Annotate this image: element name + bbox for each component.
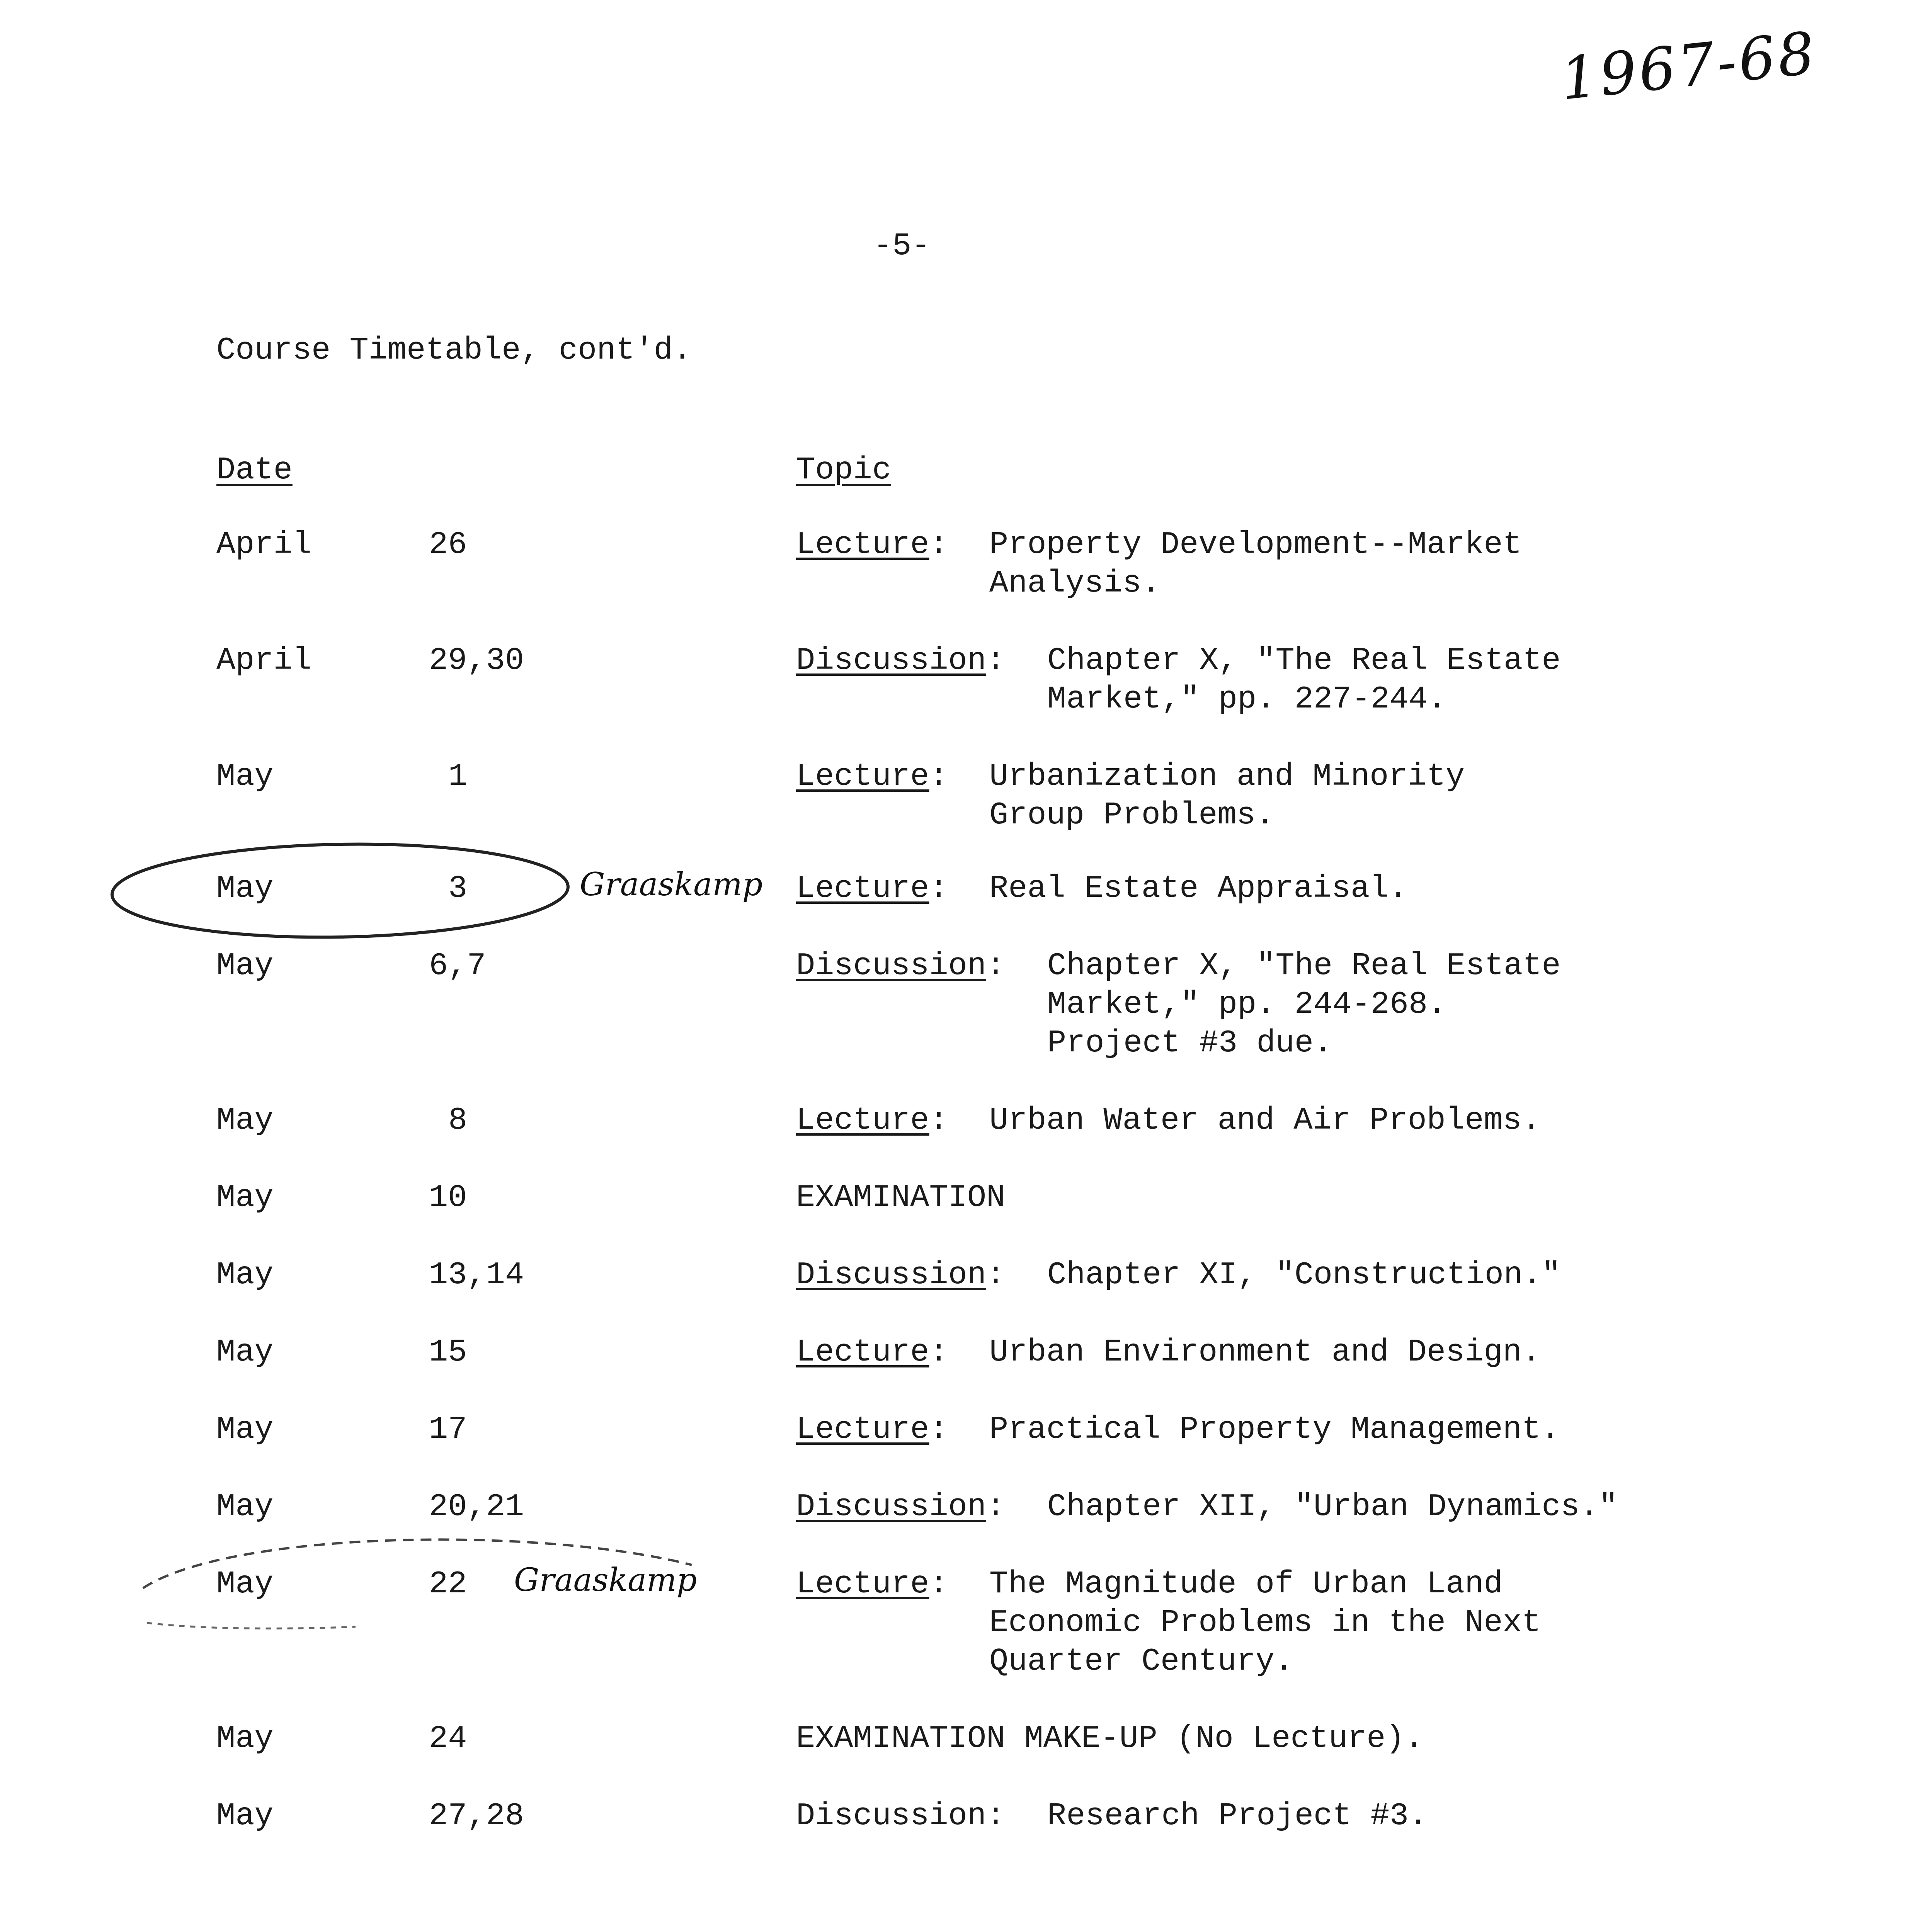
row-month: May bbox=[216, 1180, 274, 1216]
row-month: May bbox=[216, 1721, 274, 1757]
row-topic-type bbox=[796, 1410, 948, 1449]
section-heading: Course Timetable, cont'd. bbox=[216, 332, 692, 368]
topic-column-header: Topic bbox=[796, 452, 892, 488]
row-month: May bbox=[216, 1566, 274, 1602]
topic-type-label: Discussion bbox=[796, 948, 987, 984]
row-month: May bbox=[216, 759, 274, 794]
row-day: 24 bbox=[429, 1721, 467, 1757]
row-description-line: Project #3 due. bbox=[1047, 1025, 1333, 1061]
row-topic-type bbox=[796, 1488, 1005, 1526]
row-description-line: Practical Property Management. bbox=[989, 1412, 1560, 1447]
handwritten-instructor-note: Graaskamp bbox=[580, 866, 763, 903]
type-colon: : bbox=[929, 871, 948, 906]
type-colon: : bbox=[986, 1798, 1006, 1834]
row-day: 20,21 bbox=[429, 1489, 524, 1525]
date-column-header: Date bbox=[216, 452, 293, 488]
row-description-line: Analysis. bbox=[989, 565, 1160, 601]
topic-type-label: Lecture bbox=[796, 1102, 929, 1138]
page-number: -5- bbox=[873, 228, 931, 264]
handwritten-underline-may-22 bbox=[147, 1623, 356, 1628]
topic-type-label: Lecture bbox=[796, 527, 929, 563]
row-description-line: Research Project #3. bbox=[1047, 1798, 1428, 1834]
topic-type-label: Discussion bbox=[796, 1798, 987, 1834]
row-month: May bbox=[216, 871, 274, 906]
type-colon: : bbox=[929, 759, 948, 794]
row-description-line: Market," pp. 244-268. bbox=[1047, 986, 1447, 1022]
row-topic-type bbox=[796, 757, 948, 796]
topic-type-label: Lecture bbox=[796, 1334, 929, 1370]
row-month: May bbox=[216, 948, 274, 984]
row-month: May bbox=[216, 1102, 274, 1138]
handwritten-instructor-note: Graaskamp bbox=[514, 1562, 697, 1599]
row-topic-type bbox=[796, 869, 948, 908]
row-topic-type bbox=[796, 1797, 1005, 1835]
row-day: 1 bbox=[448, 759, 468, 794]
row-month: May bbox=[216, 1412, 274, 1447]
topic-type-label: Lecture bbox=[796, 759, 929, 794]
row-description-line: Chapter XII, "Urban Dynamics." bbox=[1047, 1489, 1618, 1525]
row-month: May bbox=[216, 1489, 274, 1525]
row-description-line: Economic Problems in the Next bbox=[989, 1605, 1541, 1641]
row-description-line: Market," pp. 227-244. bbox=[1047, 681, 1447, 717]
row-description-line: Chapter XI, "Construction." bbox=[1047, 1257, 1561, 1293]
row-day: 13,14 bbox=[429, 1257, 524, 1293]
type-colon: : bbox=[929, 1566, 948, 1602]
row-day: 15 bbox=[429, 1334, 467, 1370]
type-colon: : bbox=[986, 948, 1006, 984]
row-day: 27,28 bbox=[429, 1798, 524, 1834]
row-month: April bbox=[216, 643, 312, 679]
row-description-line: EXAMINATION MAKE-UP (No Lecture). bbox=[796, 1721, 1424, 1757]
type-colon: : bbox=[986, 1489, 1006, 1525]
row-topic-type bbox=[796, 1333, 948, 1372]
row-day: 10 bbox=[429, 1180, 467, 1216]
row-description-line: Real Estate Appraisal. bbox=[989, 871, 1408, 906]
row-topic-type bbox=[796, 947, 1005, 985]
type-colon: : bbox=[929, 1334, 948, 1370]
type-colon: : bbox=[986, 1257, 1006, 1293]
topic-type-label: Lecture bbox=[796, 1566, 929, 1602]
row-month: May bbox=[216, 1798, 274, 1834]
row-description-line: The Magnitude of Urban Land bbox=[989, 1566, 1503, 1602]
row-description-line: Chapter X, "The Real Estate bbox=[1047, 643, 1561, 679]
row-description-line: EXAMINATION bbox=[796, 1180, 1006, 1216]
row-day: 17 bbox=[429, 1412, 467, 1447]
row-description-line: Quarter Century. bbox=[989, 1643, 1294, 1679]
row-day: 3 bbox=[448, 871, 468, 906]
handwritten-year-note: 1967-68 bbox=[1557, 19, 1820, 114]
topic-type-label: Lecture bbox=[796, 1412, 929, 1447]
row-description-line: Chapter X, "The Real Estate bbox=[1047, 948, 1561, 984]
row-description-line: Urbanization and Minority bbox=[989, 759, 1465, 794]
row-day: 6,7 bbox=[429, 948, 486, 984]
row-topic-type bbox=[796, 1256, 1005, 1294]
row-topic-type bbox=[796, 1101, 948, 1140]
topic-type-label: Lecture bbox=[796, 871, 929, 906]
row-description-line: Urban Water and Air Problems. bbox=[989, 1102, 1541, 1138]
type-colon: : bbox=[929, 1102, 948, 1138]
row-day: 29,30 bbox=[429, 643, 524, 679]
row-topic-type bbox=[796, 1565, 948, 1604]
row-description-line: Group Problems. bbox=[989, 797, 1275, 833]
topic-type-label: Discussion bbox=[796, 1257, 987, 1293]
row-topic-type bbox=[796, 526, 948, 564]
row-day: 8 bbox=[448, 1102, 468, 1138]
type-colon: : bbox=[986, 643, 1006, 679]
topic-type-label: Discussion bbox=[796, 643, 987, 679]
row-month: April bbox=[216, 527, 312, 563]
type-colon: : bbox=[929, 527, 948, 563]
type-colon: : bbox=[929, 1412, 948, 1447]
row-description-line: Urban Environment and Design. bbox=[989, 1334, 1541, 1370]
row-topic-type bbox=[796, 641, 1005, 680]
row-day: 26 bbox=[429, 527, 467, 563]
row-month: May bbox=[216, 1257, 274, 1293]
topic-type-label: Discussion bbox=[796, 1489, 987, 1525]
row-day: 22 bbox=[429, 1566, 467, 1602]
row-month: May bbox=[216, 1334, 274, 1370]
row-description-line: Property Development--Market bbox=[989, 527, 1522, 563]
